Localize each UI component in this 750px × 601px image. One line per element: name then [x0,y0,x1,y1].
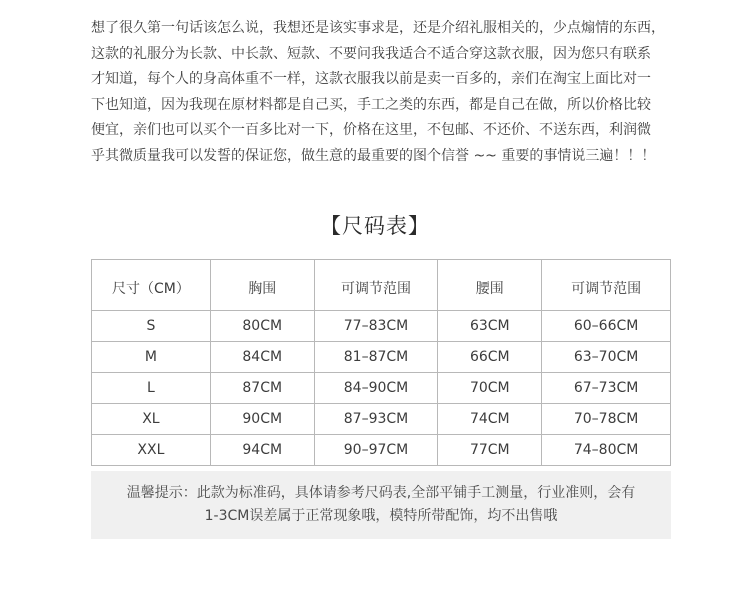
header-waist: 腰围 [438,260,542,311]
intro-line: 这款的礼服分为长款、中长款、短款、不要问我我适合不适合穿这款衣服，因为您只有联系 [91,45,651,62]
intro-line: 下也知道，因为我现在原材料都是自己买，手工之类的东西，都是自己在做，所以价格比较 [91,96,651,113]
table-row [92,373,671,404]
header-bust-range: 可调节范围 [314,260,438,311]
table-row [92,311,671,342]
cell-waist: 74CM [438,404,542,435]
intro-paragraph [91,16,681,169]
cell-bust-range: 81–87CM [314,342,438,373]
table-header-row [92,260,671,311]
cell-size: M [92,342,211,373]
cell-bust-range: 90–97CM [314,435,438,466]
cell-waist: 63CM [438,311,542,342]
cell-bust-range: 87–93CM [314,404,438,435]
table-row [92,404,671,435]
header-size: 尺寸（CM） [92,260,211,311]
tip-line: 1-3CM误差属于正常现象哦，模特所带配饰，均不出售哦 [204,508,558,524]
header-bust: 胸围 [210,260,314,311]
cell-bust: 94CM [210,435,314,466]
cell-bust: 84CM [210,342,314,373]
cell-waist-range: 67–73CM [542,373,671,404]
cell-waist-range: 74–80CM [542,435,671,466]
cell-waist-range: 60–66CM [542,311,671,342]
intro-line: 便宜，亲们也可以买个一百多比对一下，价格在这里，不包邮、不还价、不送东西，利润微 [91,122,651,138]
cell-bust: 87CM [210,373,314,404]
cell-bust: 80CM [210,311,314,342]
table-row [92,342,671,373]
size-chart-table [91,259,671,466]
cell-waist-range: 63–70CM [542,342,671,373]
tip-box [91,471,671,539]
size-chart-title: 【尺码表】 [320,214,430,238]
cell-size: L [92,373,211,404]
cell-waist: 77CM [438,435,542,466]
tip-line: 温馨提示：此款为标准码，具体请参考尺码表,全部平铺手工测量，行业准则，会有 [126,485,636,501]
cell-bust-range: 84–90CM [314,373,438,404]
cell-size: S [92,311,211,342]
cell-size: XL [92,404,211,435]
cell-waist: 70CM [438,373,542,404]
cell-waist: 66CM [438,342,542,373]
cell-waist-range: 70–78CM [542,404,671,435]
header-waist-range: 可调节范围 [542,260,671,311]
intro-line: 乎其微质量我可以发誓的保证您，做生意的最重要的图个信誉 ~~ 重要的事情说三遍！！！ [91,147,656,164]
cell-size: XXL [92,435,211,466]
table-row [92,435,671,466]
cell-bust: 90CM [210,404,314,435]
intro-line: 想了很久第一句话该怎么说，我想还是该实事求是，还是介绍礼服相关的，少点煽情的东西， [91,20,665,36]
intro-line: 才知道，每个人的身高体重不一样，这款衣服我以前是卖一百多的，亲们在淘宝上面比对一 [91,71,651,87]
cell-bust-range: 77–83CM [314,311,438,342]
